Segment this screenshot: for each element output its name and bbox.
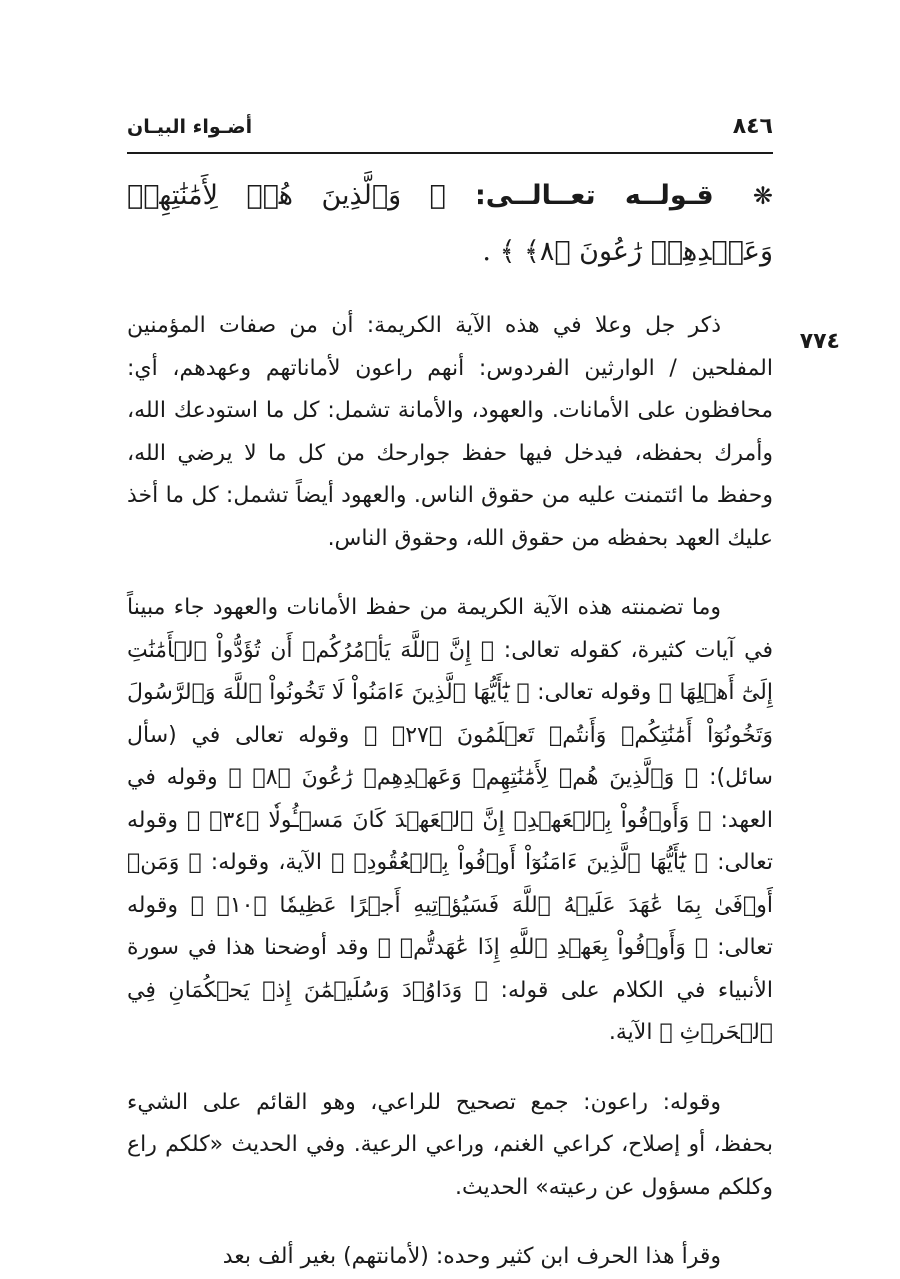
paragraph-1: ذكر جل وعلا في هذه الآية الكريمة: أن من صفات المؤمنين المفلحين / الوارثين الفردوس: أنهم راعون لأماناتهم وعهدهم، أي: محافظون على الأمانات. والعهود، والأمانة تشمل: كل ما استودعك الله، وأمرك بحفظه، فيدخل فيها حفظ جوارحك من كل ما لا يرضي الله، وحفظ ما ائتمنت عليه من حقوق الناس. والعهود أيضاً تشمل: كل ما أخذ عليك العهد بحفظه من حقوق الله، وحقوق الناس.	[127, 313, 773, 551]
asterisk-icon: ❋	[752, 182, 773, 210]
verse-heading	[127, 168, 773, 279]
paragraph-3: وقوله: راعون: جمع تصحيح للراعي، وهو القائم على الشيء بحفظ، أو إصلاح، كراعي الغنم، وراعي الرعية. وفي الحديث «كلكم راع وكلكم مسؤول عن رعيته» الحديث.	[127, 1089, 773, 1200]
paragraph-2: وما تضمنته هذه الآية الكريمة من حفظ الأمانات والعهود جاء مبيناً في آيات كثيرة، كقوله تعالى: ﴿ إِنَّ ٱللَّهَ يَأۡمُرُكُمۡ أَن تُؤَدُّواْ ٱلۡأَمَٰنَٰتِ إِلَىٰٓ أَهۡلِهَا ﴾ وقوله تعالى: ﴿ يَٰٓأَيُّهَا ٱلَّذِينَ ءَامَنُواْ لَا تَخُونُواْ ٱللَّهَ وَٱلرَّسُولَ وَتَخُونُوٓاْ أَمَٰنَٰتِكُمۡ وَأَنتُمۡ تَعۡلَمُونَ ﴿٢٧﴾ ﴾ وقوله تعالى في (سأل سائل): ﴿ وَٱلَّذِينَ هُمۡ لِأَمَٰنَٰتِهِمۡ وَعَهۡدِهِمۡ رَٰعُونَ ﴿٨﴾ ﴾ وقوله في العهد: ﴿ وَأَوۡفُواْ بِٱلۡعَهۡدِۖ إِنَّ ٱلۡعَهۡدَ كَانَ مَسۡـُٔولٗا ﴿٣٤﴾ ﴾ وقوله تعالى: ﴿ يَٰٓأَيُّهَا ٱلَّذِينَ ءَامَنُوٓاْ أَوۡفُواْ بِٱلۡعُقُودِۚ ﴾ الآية، وقوله: ﴿ وَمَنۡ أَوۡفَىٰ بِمَا عَٰهَدَ عَلَيۡهُ ٱللَّهَ فَسَيُؤۡتِيهِ أَجۡرًا عَظِيمٗا ﴿١٠﴾ ﴾ وقوله تعالى: ﴿ وَأَوۡفُواْ بِعَهۡدِ ٱللَّهِ إِذَا عَٰهَدتُّمۡ ﴾ وقد أوضحنا هذا في سورة الأنبياء في الكلام على قوله: ﴿ وَدَاوُۥدَ وَسُلَيۡمَٰنَ إِذۡ يَحۡكُمَانِ فِي ٱلۡحَرۡثِ ﴾ الآية.	[127, 595, 773, 1045]
book-title: أضـواء البيـان	[127, 116, 253, 138]
paragraph-4: وقرأ هذا الحرف ابن كثير وحده: (لأمانتهم) بغير ألف بعد	[222, 1244, 721, 1269]
heading-verse: ﴿ وَٱلَّذِينَ هُمۡ لِأَمَٰنَٰتِهِمۡ وَعَهۡدِهِمۡ رَٰعُونَ ﴿٨﴾ ﴾ .	[127, 180, 773, 267]
heading-lead: قـولــه تعــالــى:	[474, 180, 714, 211]
page-number: ٨٤٦	[732, 114, 773, 139]
page-header	[127, 114, 773, 148]
header-divider	[127, 152, 773, 154]
margin-page-reference: ٧٧٤	[799, 329, 840, 354]
page-body	[127, 168, 773, 1279]
